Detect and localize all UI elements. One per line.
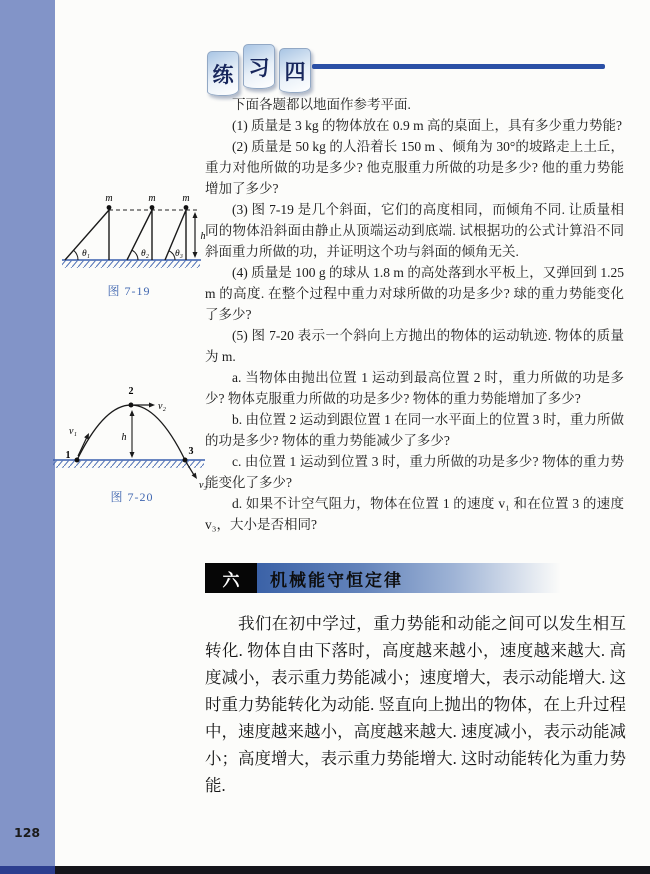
section-number-box: 六: [205, 563, 257, 593]
exercise-header-tile: [279, 48, 311, 93]
exercise-text-column: [205, 94, 624, 535]
exercise-header-tile: [207, 51, 239, 96]
height-arrowhead-bottom: [193, 252, 198, 258]
figure-7-19-inclines-diagram: [60, 190, 210, 277]
tile-char: 四: [284, 59, 306, 84]
question-5: (5) 图 7-20 表示一个斜向上方抛出的物体的运动轨迹. 物体的质量为 m.: [205, 328, 624, 364]
mass-dot-3: [184, 205, 189, 210]
figure-7-20-caption: 图 7-20: [110, 490, 154, 504]
mass-dot-2: [150, 205, 155, 210]
tile-char: 练: [212, 62, 234, 87]
mass-label-3: m: [182, 193, 190, 204]
tile-char: 习: [248, 55, 270, 80]
point-3-dot: [183, 458, 188, 463]
mass-dot-1: [107, 205, 112, 210]
figure-7-20-trajectory-diagram: [52, 382, 212, 499]
angle-label-2: θ₂: [141, 249, 149, 259]
exercise-header: [207, 44, 311, 96]
page-bottom-edge-left: [0, 866, 55, 874]
figure-7-19-caption: 图 7-19: [107, 284, 151, 298]
height-arrowhead-top: [193, 212, 198, 218]
question-5d: d. 如果不计空气阻力，物体在位置 1 的速度 v₁ 和在位置 3 的速度 v₃，大小是否相同?: [205, 496, 624, 532]
mass-label-2: m: [148, 193, 156, 204]
height-label: h: [121, 432, 127, 443]
question-3: (3) 图 7-19 是几个斜面，它们的高度相同，而倾角不同. 让质量相同的物体沿斜面由静止从顶端运动到底端. 试根据功的公式计算沿不同斜面重力所做的功，并证明这个功与斜面的倾角无关.: [205, 202, 624, 259]
height-arrowhead-top: [130, 410, 135, 416]
angle-arc-1: [74, 250, 78, 260]
point-1-dot: [75, 458, 80, 463]
question-4: (4) 质量是 100 g 的球从 1.8 m 的高处落到水平板上，又弹回到 1.25 m 的高度. 在整个过程中重力对球所做的功是多少? 球的重力势能变化了多少?: [205, 265, 624, 322]
page-bottom-edge: [0, 866, 650, 874]
exercise-intro: 下面各题都以地面作参考平面.: [232, 97, 411, 112]
question-2: (2) 质量是 50 kg 的人沿着长 150 m 、倾角为 30°的坡路走上土丘，重力对他所做的功是多少? 他克服重力所做的功是多少? 他的重力势能增加了多少?: [205, 139, 624, 196]
point-1-label: 1: [65, 450, 71, 461]
section-6-header: [205, 563, 561, 593]
header-rule: [312, 64, 605, 69]
angle-label-3: θ₃: [175, 249, 183, 259]
angle-arc-2: [132, 250, 138, 260]
point-2-dot: [129, 403, 134, 408]
angle-label-1: θ₁: [82, 249, 90, 259]
exercise-header-tile: [243, 44, 275, 89]
section-6-body: [205, 610, 626, 799]
point-3-label: 3: [188, 446, 194, 457]
velocity-3-label: v₃: [199, 480, 207, 491]
mass-label-1: m: [105, 193, 113, 204]
velocity-1-arrow: [78, 437, 87, 456]
section-title: 机械能守恒定律: [270, 570, 403, 590]
point-2-label: 2: [128, 386, 134, 397]
question-5c: c. 由位置 1 运动到位置 3 时，重力所做的功是多少? 物体的重力势能变化了多少?: [205, 454, 624, 490]
velocity-1-label: v₁: [69, 426, 77, 437]
ground-hatching: [62, 261, 200, 268]
height-arrowhead-bottom: [130, 452, 135, 458]
velocity-2-arrowhead: [149, 403, 155, 408]
page-number: 128: [14, 825, 41, 840]
left-margin-band: [0, 0, 55, 866]
section-paragraph: 我们在初中学过，重力势能和动能之间可以发生相互转化. 物体自由下落时，高度越来越小，速度越来越大. 高度减小，表示重力势能减小；速度增大，表示动能增大. 这时重力势能转化为动能. 竖直向上抛出的物体，在上升过程中，速度越来越小，高度越来越大. 速度减小，表示动能减小；高度增大，表示重力势能增大. 这时动能转化为重力势能.: [205, 614, 626, 795]
question-5b: b. 由位置 2 运动到跟位置 1 在同一水平面上的位置 3 时，重力所做的功是多少? 物体的重力势能减少了多少?: [205, 412, 624, 448]
height-label: h: [200, 231, 206, 242]
section-title-bar: [257, 563, 561, 593]
velocity-2-label: v₂: [158, 401, 166, 412]
question-5a: a. 当物体由抛出位置 1 运动到最高位置 2 时，重力所做的功是多少? 物体克服重力所做的功是多少? 物体的重力势能增加了多少?: [205, 370, 624, 406]
question-1: (1) 质量是 3 kg 的物体放在 0.9 m 高的桌面上，具有多少重力势能?: [232, 118, 622, 133]
